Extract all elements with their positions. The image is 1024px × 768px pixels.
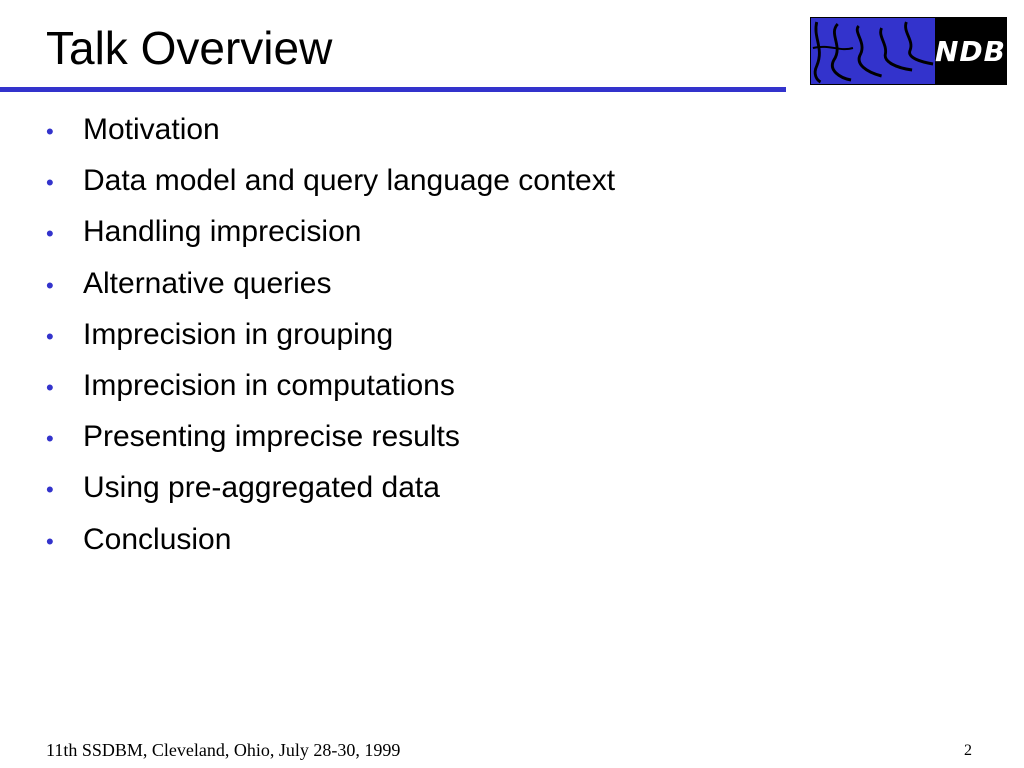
- ndb-logo: [810, 17, 1007, 85]
- bullet-text: Imprecision in grouping: [83, 317, 394, 351]
- bullet-dot-icon: •: [46, 170, 54, 196]
- bullet-text: Alternative queries: [83, 266, 332, 300]
- bullet-dot-icon: •: [46, 426, 54, 452]
- bullet-text: Imprecision in computations: [83, 369, 455, 403]
- bullet-text: Using pre-aggregated data: [83, 471, 440, 505]
- bullet-dot-icon: •: [46, 272, 54, 298]
- bullet-text: Motivation: [83, 113, 220, 146]
- bullet-item: [46, 207, 615, 258]
- bullet-item: [46, 156, 615, 207]
- slide-title: Talk Overview: [46, 22, 333, 74]
- bullet-item: [46, 259, 615, 310]
- bullet-item: [46, 515, 615, 566]
- bullet-item: [46, 361, 615, 412]
- bullet-item: [46, 310, 615, 361]
- bullet-text: Handling imprecision: [83, 215, 362, 249]
- bullet-item: [46, 463, 615, 514]
- bullet-dot-icon: •: [46, 375, 54, 401]
- bullet-text: Presenting imprecise results: [83, 420, 460, 454]
- logo-wave-art-icon: [811, 18, 935, 84]
- bullet-dot-icon: •: [46, 528, 54, 554]
- bullet-dot-icon: •: [46, 323, 54, 349]
- page-number: 2: [964, 742, 972, 759]
- bullet-dot-icon: •: [46, 477, 54, 503]
- bullet-text: Data model and query language context: [83, 164, 616, 198]
- bullet-item: [46, 412, 615, 463]
- bullet-dot-icon: •: [46, 119, 54, 144]
- bullet-dot-icon: •: [46, 221, 54, 247]
- footer-text: 11th SSDBM, Cleveland, Ohio, July 28-30, 1999: [46, 740, 401, 760]
- logo-text: NDB: [935, 18, 1006, 84]
- bullet-item: [46, 105, 615, 156]
- bullet-list: [46, 105, 615, 566]
- bullet-text: Conclusion: [83, 522, 232, 556]
- title-underline: [0, 87, 786, 92]
